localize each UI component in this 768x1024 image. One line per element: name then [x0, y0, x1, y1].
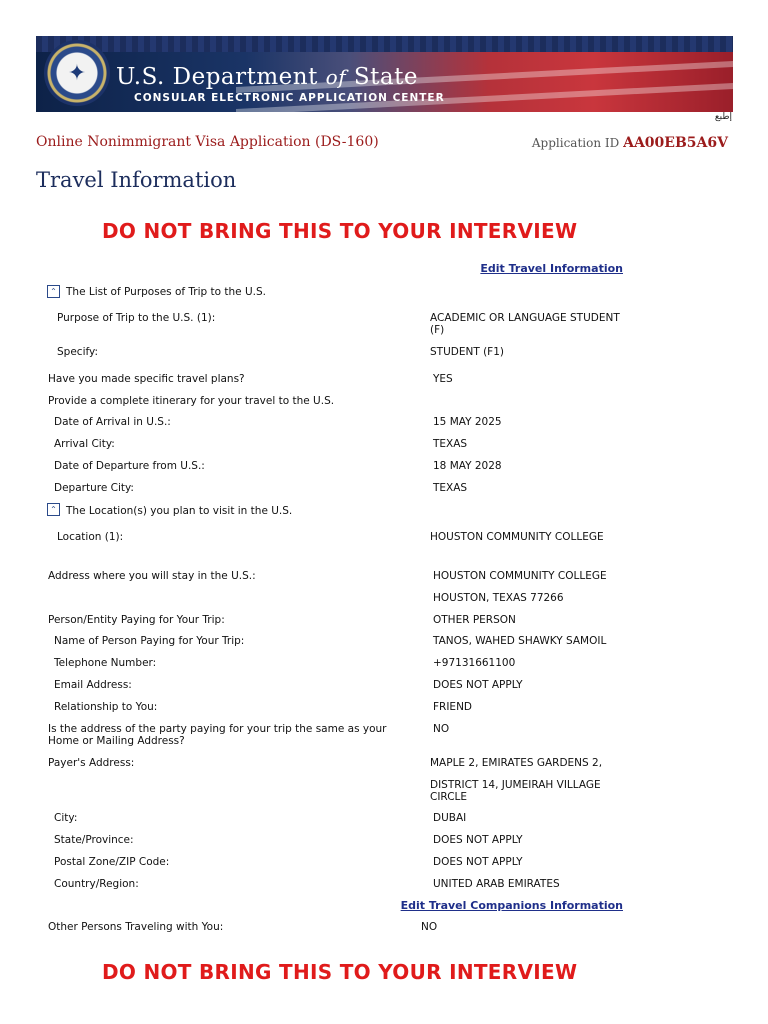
field-value: ACADEMIC OR LANGUAGE STUDENT (F) — [430, 312, 620, 336]
title-main: U.S. Department — [116, 64, 318, 90]
field-label: Relationship to You: — [54, 701, 158, 713]
application-id-value: AA00EB5A6V — [623, 135, 728, 151]
application-name: Online Nonimmigrant Visa Application (DS-160) — [36, 134, 379, 150]
application-id-label: Application ID — [531, 136, 620, 150]
edit-companions-link[interactable]: Edit Travel Companions Information — [400, 899, 623, 912]
collapse-section-icon[interactable]: ⌃ — [47, 503, 60, 516]
field-label: Postal Zone/ZIP Code: — [54, 856, 170, 868]
field-value: TANOS, WAHED SHAWKY SAMOIL — [433, 635, 607, 647]
field-label: Location (1): — [57, 531, 124, 543]
header-banner — [36, 36, 733, 112]
field-label: Have you made specific travel plans? — [48, 373, 245, 385]
field-label: Name of Person Paying for Your Trip: — [54, 635, 245, 647]
field-label: Other Persons Traveling with You: — [48, 921, 224, 933]
field-label: Telephone Number: — [54, 657, 157, 669]
application-id — [532, 135, 728, 151]
field-value: DOES NOT APPLY — [433, 834, 523, 846]
field-value: DOES NOT APPLY — [433, 679, 523, 691]
field-value: STUDENT (F1) — [430, 346, 505, 358]
field-value: HOUSTON, TEXAS 77266 — [433, 592, 564, 604]
department-title — [116, 64, 418, 90]
field-label: Payer's Address: — [48, 757, 135, 769]
title-of: of — [325, 65, 347, 89]
field-label: Address where you will stay in the U.S.: — [48, 570, 256, 582]
field-value: OTHER PERSON — [433, 614, 516, 626]
field-label: Date of Arrival in U.S.: — [54, 416, 171, 428]
print-link[interactable]: إطبع — [714, 112, 732, 122]
field-label: Country/Region: — [54, 878, 139, 890]
edit-travel-link[interactable]: Edit Travel Information — [480, 262, 623, 275]
field-label: Specify: — [57, 346, 98, 358]
field-value: FRIEND — [433, 701, 473, 713]
eagle-seal-icon: ✦ — [44, 40, 110, 106]
field-label: Is the address of the party paying for your trip the same as your Home or Mailing Address? — [48, 723, 387, 747]
field-value: +97131661100 — [433, 657, 516, 669]
banner-top-strip — [36, 36, 733, 52]
page-title: Travel Information — [36, 168, 237, 192]
field-label: Email Address: — [54, 679, 132, 691]
field-value: HOUSTON COMMUNITY COLLEGE — [433, 570, 607, 582]
field-value: NO — [433, 723, 450, 735]
field-label: Person/Entity Paying for Your Trip: — [48, 614, 225, 626]
field-label: State/Province: — [54, 834, 134, 846]
field-value: DISTRICT 14, JUMEIRAH VILLAGE CIRCLE — [430, 779, 601, 803]
field-value: DUBAI — [433, 812, 467, 824]
title-state: State — [353, 64, 418, 90]
field-value: YES — [433, 373, 453, 385]
warning-banner-top: DO NOT BRING THIS TO YOUR INTERVIEW — [102, 219, 578, 243]
field-label: Purpose of Trip to the U.S. (1): — [57, 312, 216, 324]
field-value: HOUSTON COMMUNITY COLLEGE — [430, 531, 604, 543]
field-value: TEXAS — [433, 482, 468, 494]
field-value: 18 MAY 2028 — [433, 460, 502, 472]
field-value: NO — [421, 921, 438, 933]
field-value: DOES NOT APPLY — [433, 856, 523, 868]
field-label: Arrival City: — [54, 438, 115, 450]
field-label: Date of Departure from U.S.: — [54, 460, 205, 472]
field-value: UNITED ARAB EMIRATES — [433, 878, 560, 890]
warning-banner-bottom: DO NOT BRING THIS TO YOUR INTERVIEW — [102, 960, 578, 984]
banner-subtitle: CONSULAR ELECTRONIC APPLICATION CENTER — [134, 92, 445, 104]
field-label: Provide a complete itinerary for your travel to the U.S. — [48, 395, 335, 407]
field-value: MAPLE 2, EMIRATES GARDENS 2, — [430, 757, 603, 769]
field-label: City: — [54, 812, 78, 824]
field-label: Departure City: — [54, 482, 134, 494]
field-value: TEXAS — [433, 438, 468, 450]
field-value: 15 MAY 2025 — [433, 416, 502, 428]
collapse-section-icon[interactable]: ⌃ — [47, 285, 60, 298]
